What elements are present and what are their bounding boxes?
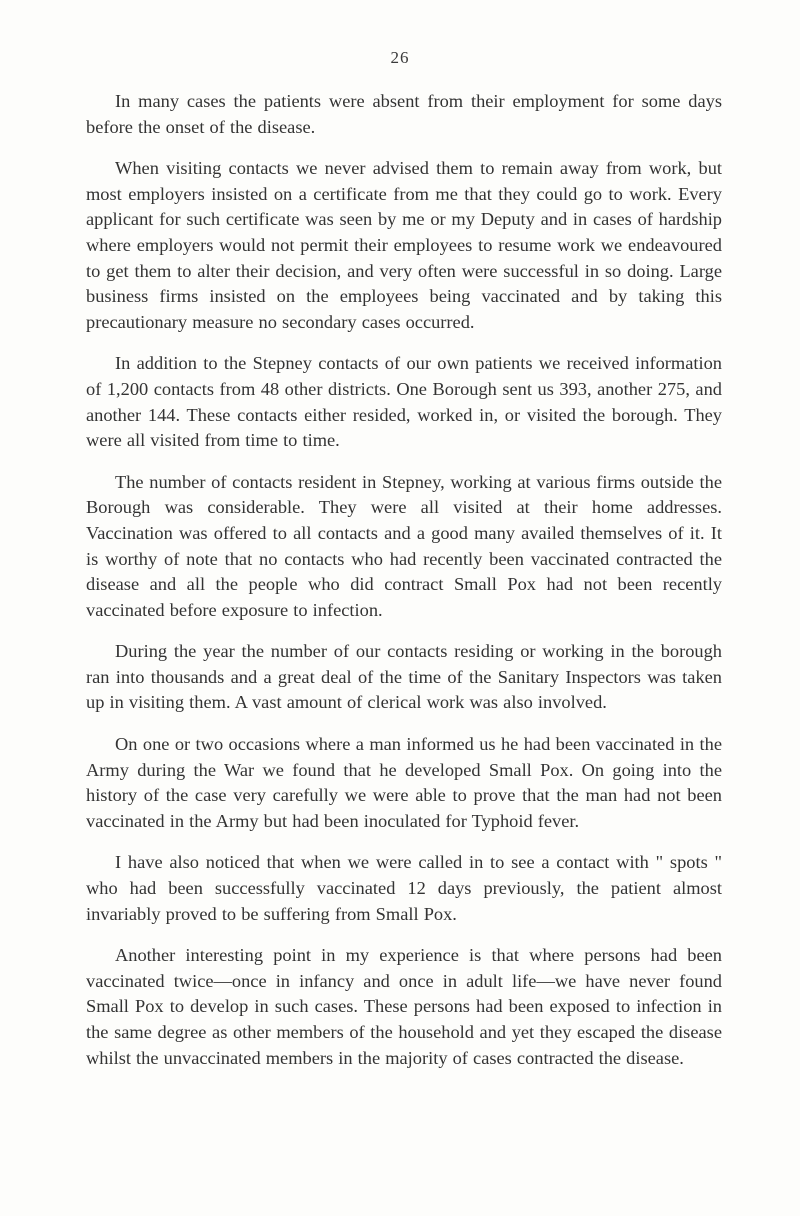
body-text bbox=[86, 89, 722, 1087]
paragraph-contacts-resident-in-stepney: The number of contacts resident in Stepney, working at various firms outside the Borough was considerable. They were all visited at their home addresses. Vaccination was offered to all contacts and a good many availed themselves of it. It is worthy of note that no contacts who had recently been vaccinated contracted the disease and all the people who did contract Small Pox had not been recently vaccinated before exposure to infection. bbox=[86, 471, 722, 620]
paragraph-vaccinated-twice: Another interesting point in my experience is that where persons had been vaccinated twice—once in infancy and once in adult life—we have never found Small Pox to develop in such cases. These persons had been exposed to infection in the same degree as other members of the household and yet they escaped the disease whilst the unvaccinated members in the majority of cases contracted the disease. bbox=[86, 945, 722, 1068]
paragraph-sanitary-inspectors: During the year the number of our contacts residing or working in the borough ran into thousands and a great deal of the time of the Sanitary Inspectors was taken up in visiting them. A vast amount of clerical work was also involved. bbox=[86, 641, 722, 713]
paragraph-absent-from-employment: In many cases the patients were absent from their employment for some days before the onset of the disease. bbox=[86, 91, 722, 137]
paragraph-spots-contact: I have also noticed that when we were called in to see a contact with " spots " who had been successfully vaccinated 12 days previously, the patient almost invariably proved to be suffering from Small Pox. bbox=[86, 852, 722, 924]
paragraph-army-vaccination: On one or two occasions where a man informed us he had been vaccinated in the Army during the War we found that he developed Small Pox. On going into the history of the case very carefully we were able to prove that the man had not been vaccinated in the Army but had been inoculated for Typhoid fever. bbox=[86, 734, 722, 831]
paragraph-visiting-contacts: When visiting contacts we never advised them to remain away from work, but most employers insisted on a certificate from me that they could go to work. Every applicant for such certificate was seen by me or my Deputy and in cases of hardship where employers would not permit their employees to resume work we endeavoured to get them to alter their decision, and very often were successful in so doing. Large business firms insisted on the employees being vaccinated and by taking this precautionary measure no secondary cases occurred. bbox=[86, 158, 722, 332]
paragraph-contacts-other-districts: In addition to the Stepney contacts of our own patients we received information of 1,200 contacts from 48 other districts. One Borough sent us 393, another 275, and another 144. These contacts either resided, worked in, or visited the borough. They were all visited from time to time. bbox=[86, 353, 722, 451]
page-number: 26 bbox=[390, 48, 410, 67]
